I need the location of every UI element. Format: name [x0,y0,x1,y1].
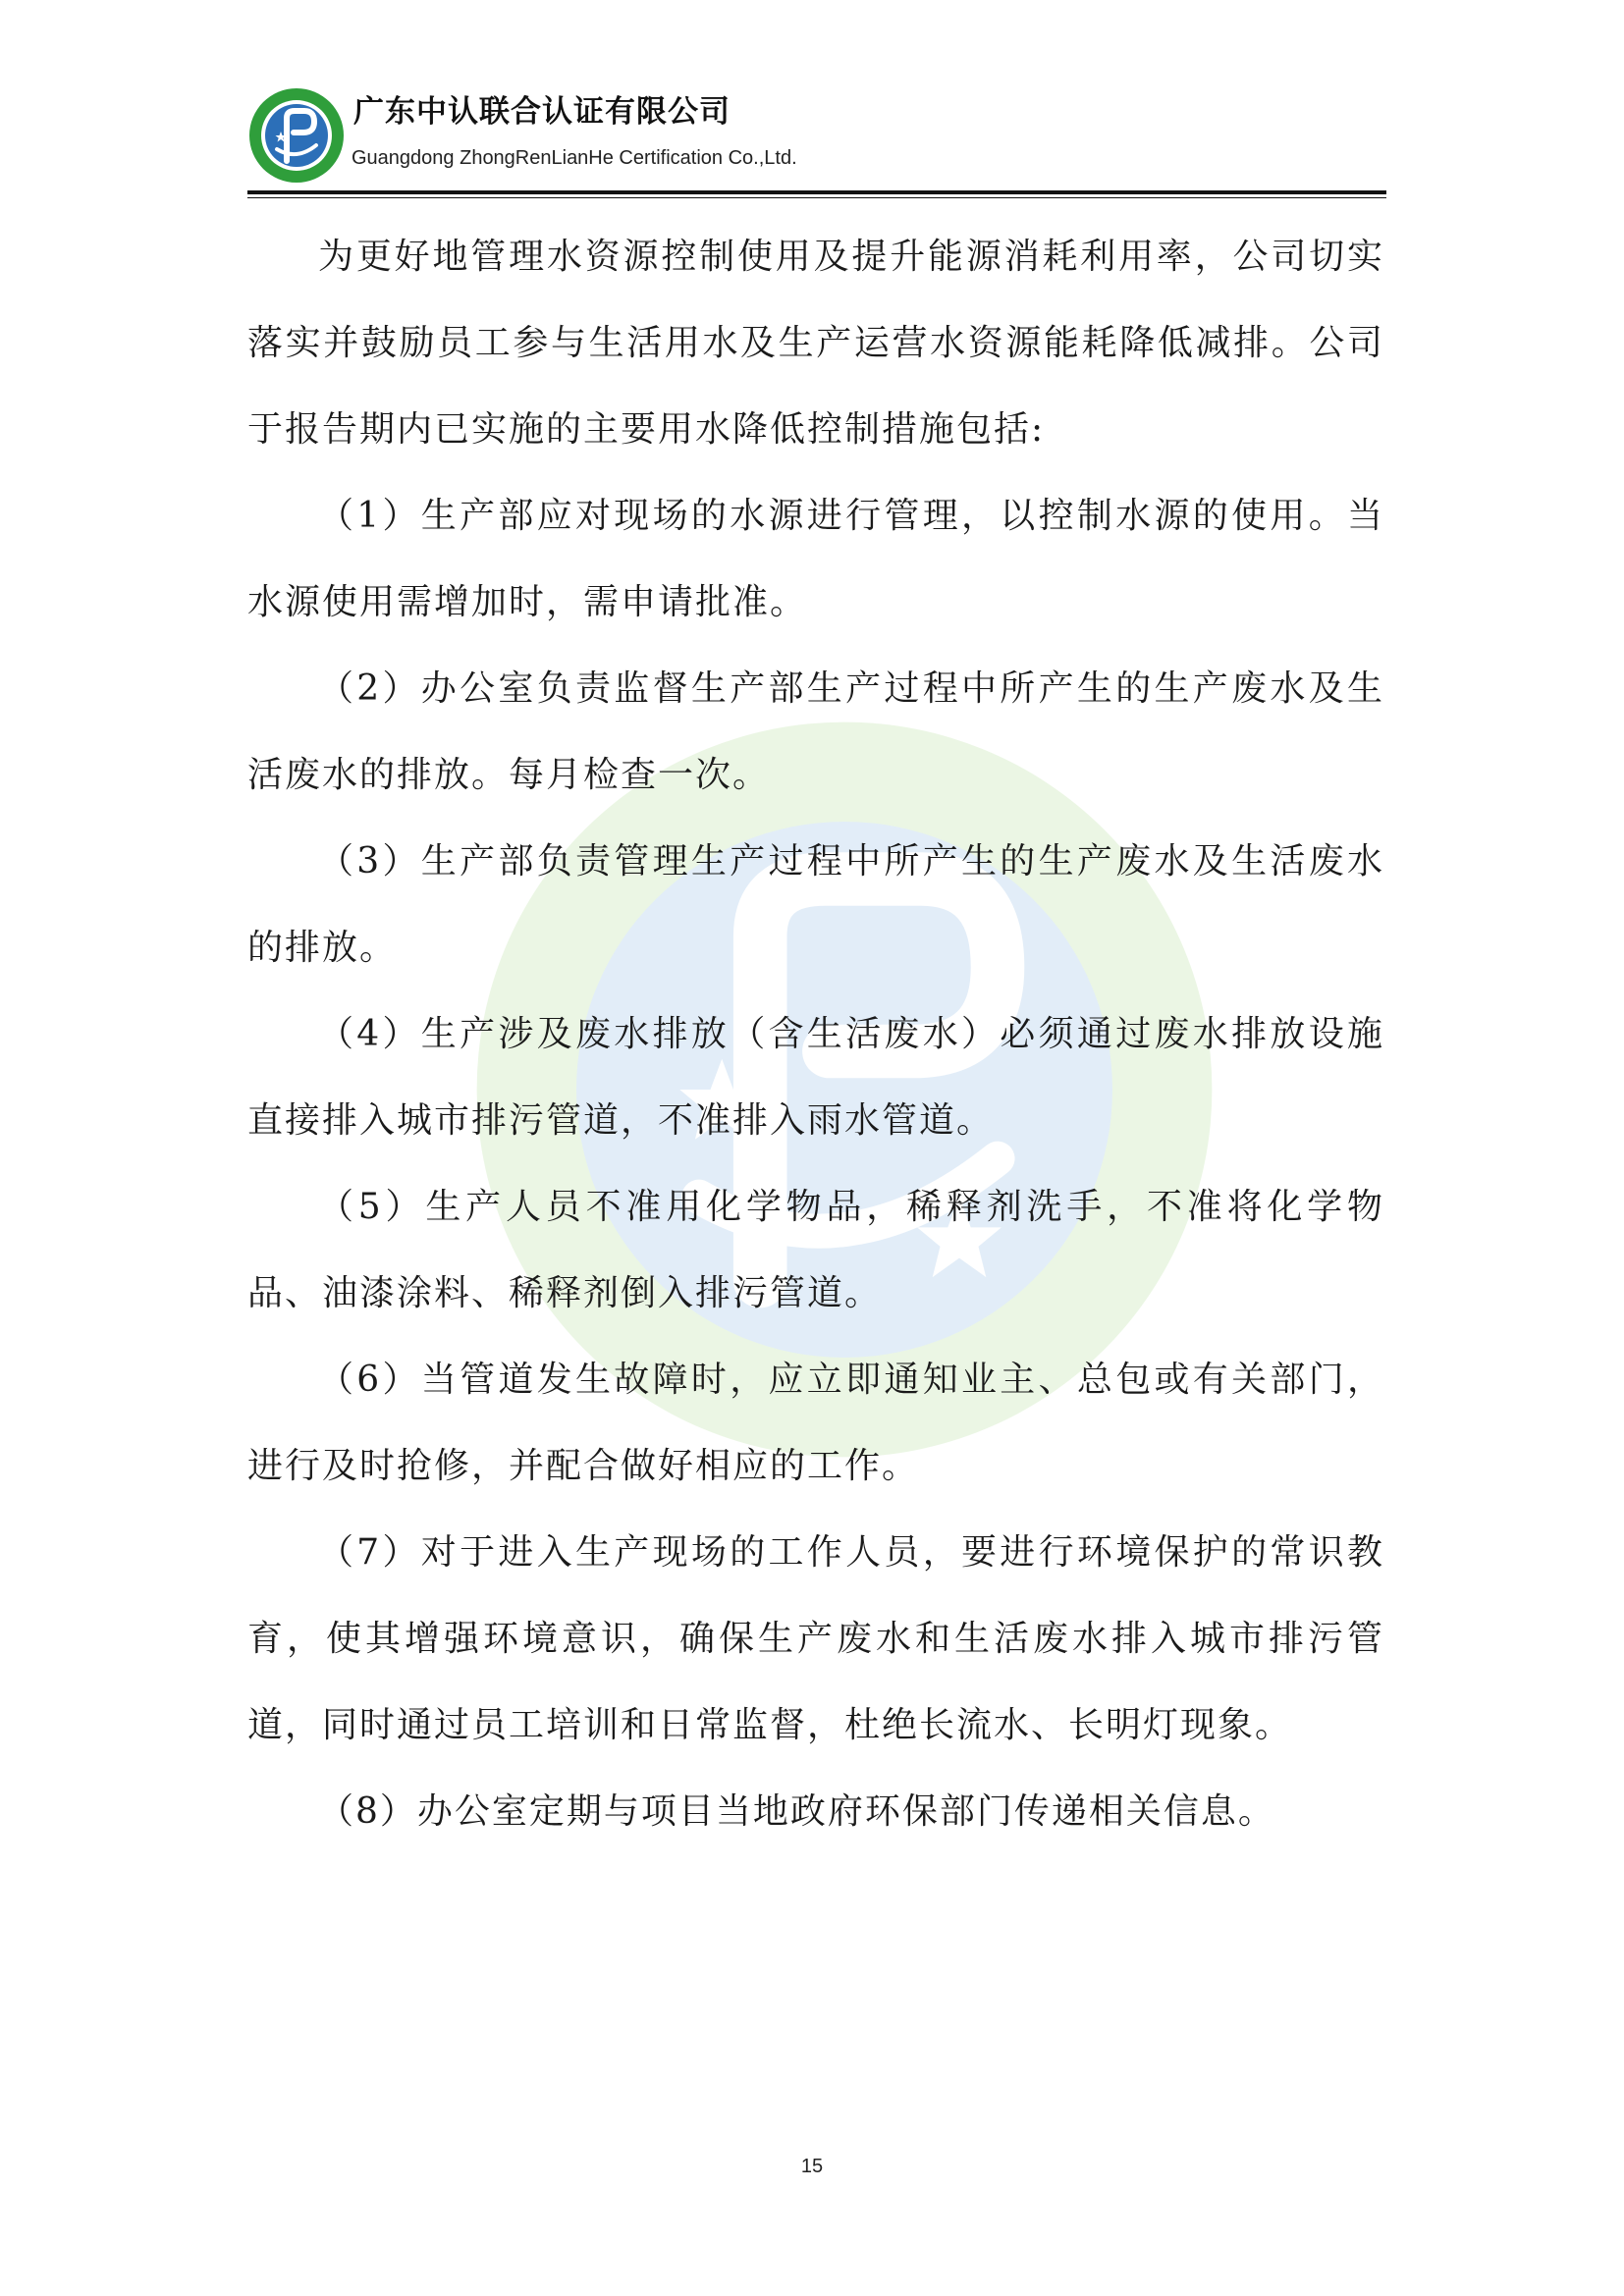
company-name-cn: 广东中认联合认证有限公司 [353,94,731,130]
paragraph-measure-5: （5）生产人员不准用化学物品，稀释剂洗手，不准将化学物品、油漆涂料、稀释剂倒入排污管道。 [247,1187,1384,1313]
paragraph-measure-7: （7）对于进入生产现场的工作人员，要进行环境保护的常识教育，使其增强环境意识，确保生产废水和生活废水排入城市排污管道，同时通过员工培训和日常监督，杜绝长流水、长明灯现象。 [247,1532,1384,1745]
page-header [247,80,1386,196]
paragraph-measure-3: （3）生产部负责管理生产过程中所产生的生产废水及生活废水的排放。 [247,841,1384,968]
paragraph-measure-4: （4）生产涉及废水排放（含生活废水）必须通过废水排放设施直接排入城市排污管道，不准排入雨水管道。 [247,1014,1384,1141]
company-name-en: Guangdong ZhongRenLianHe Certification Co.,Ltd. [352,147,797,169]
paragraph-measure-1: （1）生产部应对现场的水源进行管理，以控制水源的使用。当水源使用需增加时，需申请批准。 [247,496,1384,622]
header-rule-thick [247,190,1386,194]
company-logo [247,86,346,185]
paragraph-intro: 为更好地管理水资源控制使用及提升能源消耗利用率，公司切实落实并鼓励员工参与生活用水及生产运营水资源能耗降低减排。公司于报告期内已实施的主要用水降低控制措施包括: [247,237,1384,450]
paragraph-measure-2: （2）办公室负责监督生产部生产过程中所产生的生产废水及生活废水的排放。每月检查一次。 [247,668,1384,795]
document-body [247,214,1384,1855]
header-rule-thin [247,197,1386,198]
paragraph-measure-8: （8）办公室定期与项目当地政府环保部门传递相关信息。 [318,1791,1275,1832]
page-number: 15 [800,2156,824,2177]
paragraph-measure-6: （6）当管道发生故障时，应立即通知业主、总包或有关部门，进行及时抢修，并配合做好相应的工作。 [247,1360,1384,1486]
